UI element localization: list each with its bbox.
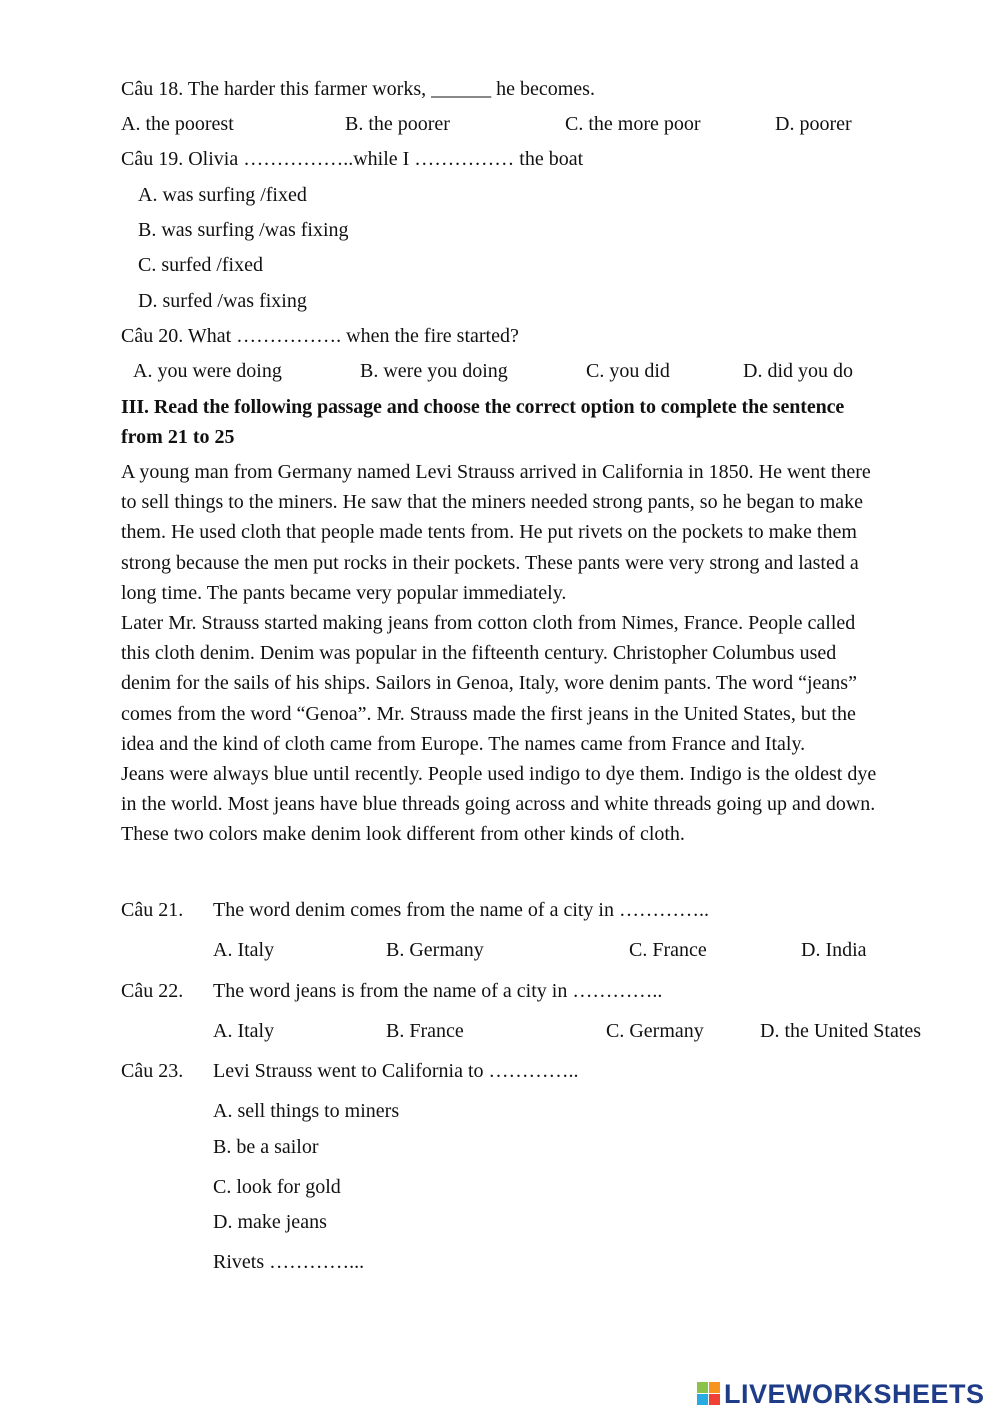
- question-19-option-c[interactable]: C. surfed /fixed: [138, 254, 263, 276]
- question-23-option-b[interactable]: B. be a sailor: [213, 1136, 319, 1158]
- question-19-option-d[interactable]: D. surfed /was fixing: [138, 290, 307, 312]
- passage-line: idea and the kind of cloth came from Europe. The names came from France and Italy.: [121, 732, 806, 755]
- logo-square-green: [697, 1382, 708, 1393]
- question-20-option-a[interactable]: A. you were doing: [133, 360, 282, 382]
- question-20-option-c[interactable]: C. you did: [586, 360, 670, 382]
- question-21-option-a[interactable]: A. Italy: [213, 939, 275, 961]
- question-20-option-d[interactable]: D. did you do: [743, 360, 853, 382]
- question-18-option-d[interactable]: D. poorer: [775, 113, 852, 135]
- liveworksheets-logo-icon: [697, 1382, 721, 1406]
- question-23-stem: Levi Strauss went to California to …………..: [213, 1060, 579, 1082]
- question-19-option-b[interactable]: B. was surfing /was fixing: [138, 219, 349, 241]
- question-18-option-b[interactable]: B. the poorer: [345, 113, 450, 135]
- question-22-option-c[interactable]: C. Germany: [606, 1020, 704, 1042]
- question-23-option-a[interactable]: A. sell things to miners: [213, 1100, 400, 1122]
- reading-passage: [121, 457, 961, 850]
- logo-square-red: [709, 1394, 720, 1405]
- question-21-number: Câu 21.: [121, 899, 184, 921]
- question-23-option-d[interactable]: D. make jeans: [213, 1211, 327, 1233]
- passage-line: them. He used cloth that people made tents from. He put rivets on the pockets to make them: [121, 521, 857, 544]
- question-18-option-c[interactable]: C. the more poor: [565, 113, 701, 135]
- question-19-stem: Câu 19. Olivia ……………..while I …………… the boat: [121, 148, 584, 170]
- question-21-option-d[interactable]: D. India: [801, 939, 867, 961]
- question-23-option-c[interactable]: C. look for gold: [213, 1176, 341, 1198]
- question-22-option-b[interactable]: B. France: [386, 1020, 464, 1042]
- question-20-option-b[interactable]: B. were you doing: [360, 360, 508, 382]
- question-21-option-b[interactable]: B. Germany: [386, 939, 484, 961]
- passage-line: Jeans were always blue until recently. People used indigo to dye them. Indigo is the oldest dye: [121, 763, 877, 786]
- question-18-option-a[interactable]: A. the poorest: [121, 113, 234, 135]
- question-20-stem: Câu 20. What ……………. when the fire started?: [121, 325, 519, 347]
- passage-line: comes from the word “Genoa”. Mr. Strauss made the first jeans in the United States, but the: [121, 702, 856, 725]
- passage-line: These two colors make denim look different from other kinds of cloth.: [121, 823, 685, 846]
- section-3-heading-line-2: from 21 to 25: [121, 426, 235, 448]
- question-18-stem: Câu 18. The harder this farmer works, ______ he becomes.: [121, 78, 595, 100]
- question-22-number: Câu 22.: [121, 980, 184, 1002]
- passage-line: to sell things to the miners. He saw that the miners needed strong pants, so he began to make: [121, 491, 864, 514]
- passage-line: in the world. Most jeans have blue threads going across and white threads going up and down.: [121, 793, 876, 816]
- question-22-option-a[interactable]: A. Italy: [213, 1020, 275, 1042]
- liveworksheets-logo: [697, 1378, 985, 1410]
- passage-line: denim for the sails of his ships. Sailors in Genoa, Italy, wore denim pants. The word “jeans”: [121, 672, 857, 695]
- question-22-stem: The word jeans is from the name of a city in …………..: [213, 980, 663, 1002]
- passage-line: A young man from Germany named Levi Strauss arrived in California in 1850. He went there: [121, 461, 871, 483]
- passage-line: Later Mr. Strauss started making jeans from cotton cloth from Nimes, France. People called: [121, 612, 856, 635]
- question-24-stem: Rivets …………...: [213, 1251, 365, 1273]
- passage-line: long time. The pants became very popular immediately.: [121, 581, 567, 604]
- question-22-option-d[interactable]: D. the United States: [760, 1020, 922, 1042]
- question-23-number: Câu 23.: [121, 1060, 184, 1082]
- section-3-heading-line-1: III. Read the following passage and choose the correct option to complete the sentence: [121, 396, 845, 418]
- liveworksheets-logo-text: LIVEWORKSHEETS: [724, 1378, 985, 1409]
- question-19-option-a[interactable]: A. was surfing /fixed: [138, 184, 307, 206]
- passage-line: this cloth denim. Denim was popular in the fifteenth century. Christopher Columbus used: [121, 642, 837, 665]
- question-21-stem: The word denim comes from the name of a city in …………..: [213, 899, 709, 921]
- question-21-option-c[interactable]: C. France: [629, 939, 707, 961]
- logo-square-orange: [709, 1382, 720, 1393]
- passage-line: strong because the men put rocks in their pockets. These pants were very strong and lasted a: [121, 551, 859, 574]
- logo-square-blue: [697, 1394, 708, 1405]
